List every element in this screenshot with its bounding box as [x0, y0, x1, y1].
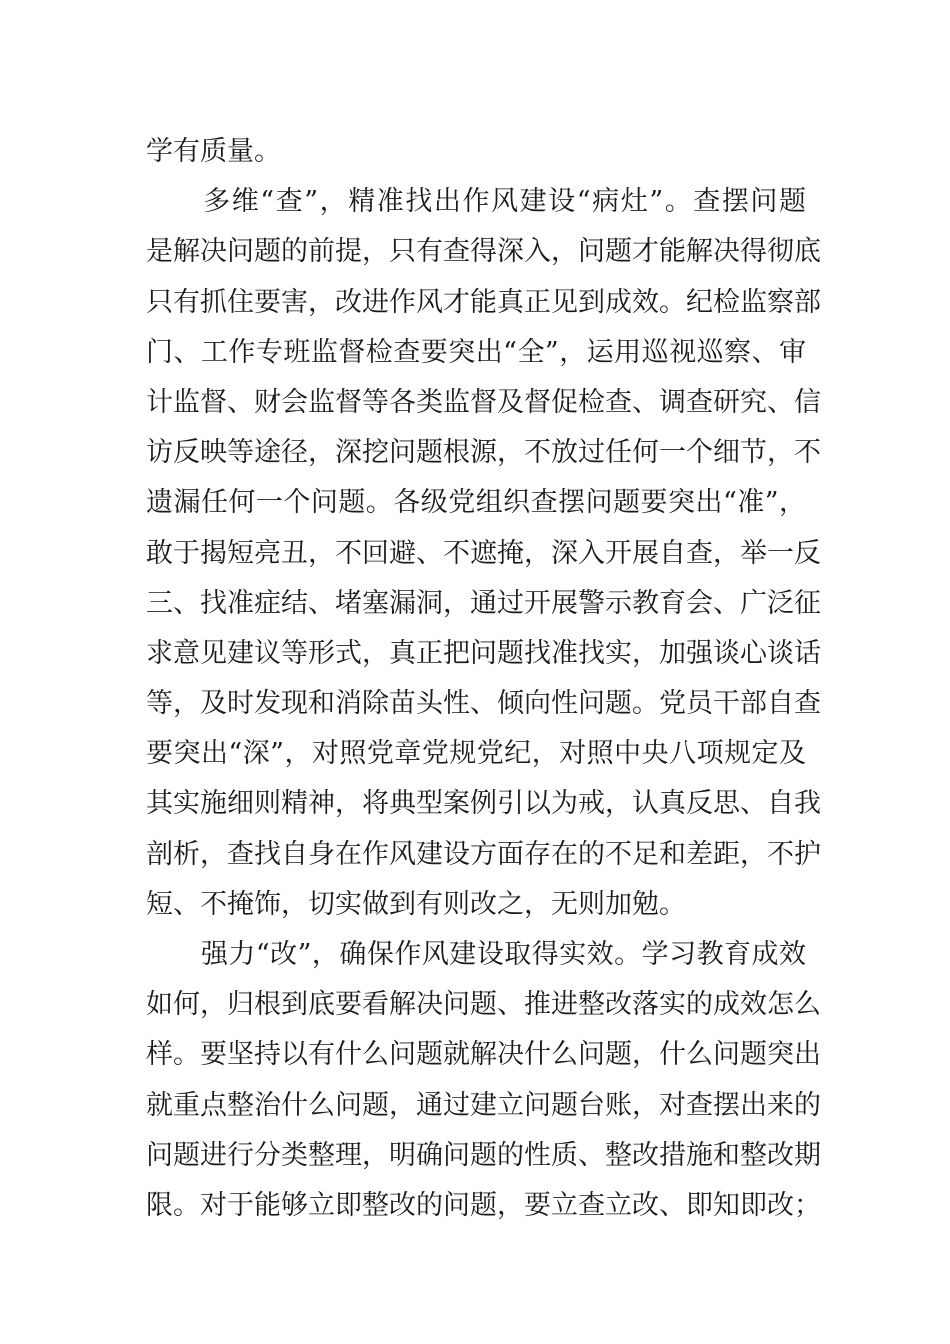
text-line: 求意见建议等形式，真正把问题找准找实，加强谈心谈话 — [146, 637, 821, 669]
text-line: 等，及时发现和消除苗头性、倾向性问题。党员干部自查 — [146, 688, 821, 720]
text-line: 遗漏任何一个问题。各级党组织查摆问题要突出“准”， — [146, 487, 806, 519]
text-line: 门、工作专班监督检查要突出“全”，运用巡视巡察、审 — [146, 336, 806, 368]
text-line: 问题进行分类整理，明确问题的性质、整改措施和整改期 — [146, 1139, 821, 1171]
text-line: 如何，归根到底要看解决问题、推进整改落实的成效怎么 — [146, 989, 821, 1021]
body-text — [146, 127, 821, 1231]
text-line: 多维“查”，精准找出作风建设“病灶”。查摆问题 — [146, 186, 806, 218]
text-line: 计监督、财会监督等各类监督及督促检查、调查研究、信 — [146, 386, 821, 418]
text-line: 其实施细则精神，将典型案例引以为戒，认真反思、自我 — [146, 788, 821, 820]
text-line: 学有质量。 — [146, 136, 281, 167]
text-line: 访反映等途径，深挖问题根源，不放过任何一个细节，不 — [146, 437, 821, 469]
text-line: 要突出“深”，对照党章党规党纪，对照中央八项规定及 — [146, 738, 806, 770]
text-line: 就重点整治什么问题，通过建立问题台账，对查摆出来的 — [146, 1089, 821, 1121]
text-line: 只有抓住要害，改进作风才能真正见到成效。纪检监察部 — [146, 286, 821, 318]
text-line: 是解决问题的前提，只有查得深入，问题才能解决得彻底 — [146, 236, 821, 268]
text-line: 敢于揭短亮丑，不回避、不遮掩，深入开展自查，举一反 — [146, 537, 821, 569]
text-line: 样。要坚持以有什么问题就解决什么问题，什么问题突出 — [146, 1039, 821, 1071]
text-line: 强力“改”，确保作风建设取得实效。学习教育成效 — [146, 939, 806, 970]
text-line: 剖析，查找自身在作风建设方面存在的不足和差距，不护 — [146, 838, 821, 870]
text-line: 短、不掩饰，切实做到有则改之，无则加勉。 — [146, 888, 686, 920]
text-line: 限。对于能够立即整改的问题，要立查立改、即知即改； — [146, 1189, 821, 1221]
text-line: 三、找准症结、堵塞漏洞，通过开展警示教育会、广泛征 — [146, 587, 821, 619]
